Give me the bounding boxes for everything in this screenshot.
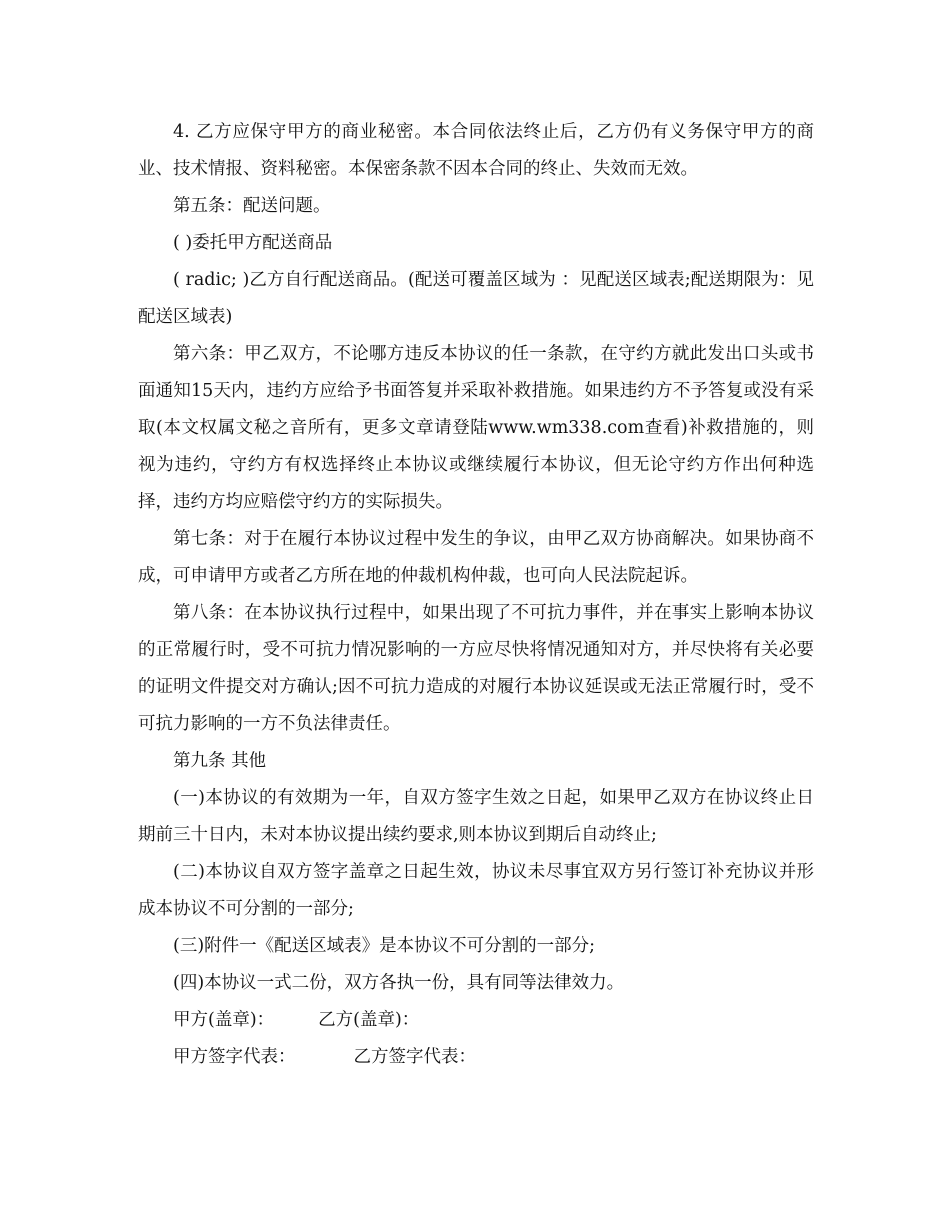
paragraph-article-7: 第七条：对于在履行本协议过程中发生的争议，由甲乙双方协商解决。如果协商不成，可申请甲方或者乙方所在地的仲裁机构仲裁，也可向人民法院起诉。: [138, 529, 814, 586]
party-b-rep-label: 乙方签字代表：: [353, 1047, 476, 1067]
representative-row: [138, 1039, 814, 1076]
paragraph-clause-2: (二)本协议自双方签字盖章之日起生效，协议未尽事宜双方另行签订补充协议并形成本协议不可分割的一部分;: [138, 862, 814, 919]
paragraph-clause-3: (三)附件一《配送区域表》是本协议不可分割的一部分;: [173, 936, 596, 956]
paragraph-article-8: 第八条：在本协议执行过程中，如果出现了不可抗力事件，并在事实上影响本协议的正常履行时，受不可抗力情况影响的一方应尽快将情况通知对方，并尽快将有关必要的证明文件提交对方确认;因不可抗力造成的对履行本协议延误或无法正常履行时，受不可抗力影响的一方不负法律责任。: [138, 603, 814, 734]
paragraph-clause-4: (四)本协议一式二份，双方各执一份，具有同等法律效力。: [173, 973, 625, 993]
seal-row: [138, 1002, 814, 1039]
party-a-seal-label: 甲方(盖章)：: [173, 1010, 275, 1030]
party-b-seal-label: 乙方(盖章)：: [318, 1010, 420, 1030]
paragraph-article-5-heading: 第五条：配送问题。: [173, 196, 331, 216]
paragraph-confidentiality: 4. 乙方应保守甲方的商业秘密。本合同依法终止后，乙方仍有义务保守甲方的商业、技术情报、资料秘密。本保密条款不因本合同的终止、失效而无效。: [138, 122, 814, 179]
party-a-rep-label: 甲方签字代表：: [173, 1047, 296, 1067]
paragraph-article-6: 第六条：甲乙双方，不论哪方违反本协议的任一条款，在守约方就此发出口头或书面通知15天内，违约方应给予书面答复并采取补救措施。如果违约方不予答复或没有采取(本文权属文秘之音所有，更多文章请登陆www.wm338.com查看)补救措施的，则视为违约，守约方有权选择终止本协议或继续履行本协议，但无论守约方作出何种选择，违约方均应赔偿守约方的实际损失。: [138, 344, 814, 512]
paragraph-delivery-option-b: ( radic; )乙方自行配送商品。(配送可覆盖区域为 ：见配送区域表;配送期限为：见配送区域表): [138, 270, 814, 327]
document-body: [138, 114, 814, 1076]
paragraph-delivery-option-a: ( )委托甲方配送商品: [173, 233, 333, 253]
paragraph-article-9-heading: 第九条 其他: [173, 751, 267, 771]
paragraph-clause-1: (一)本协议的有效期为一年，自双方签字生效之日起，如果甲乙双方在协议终止日期前三十日内，未对本协议提出续约要求,则本协议到期后自动终止;: [138, 788, 814, 845]
